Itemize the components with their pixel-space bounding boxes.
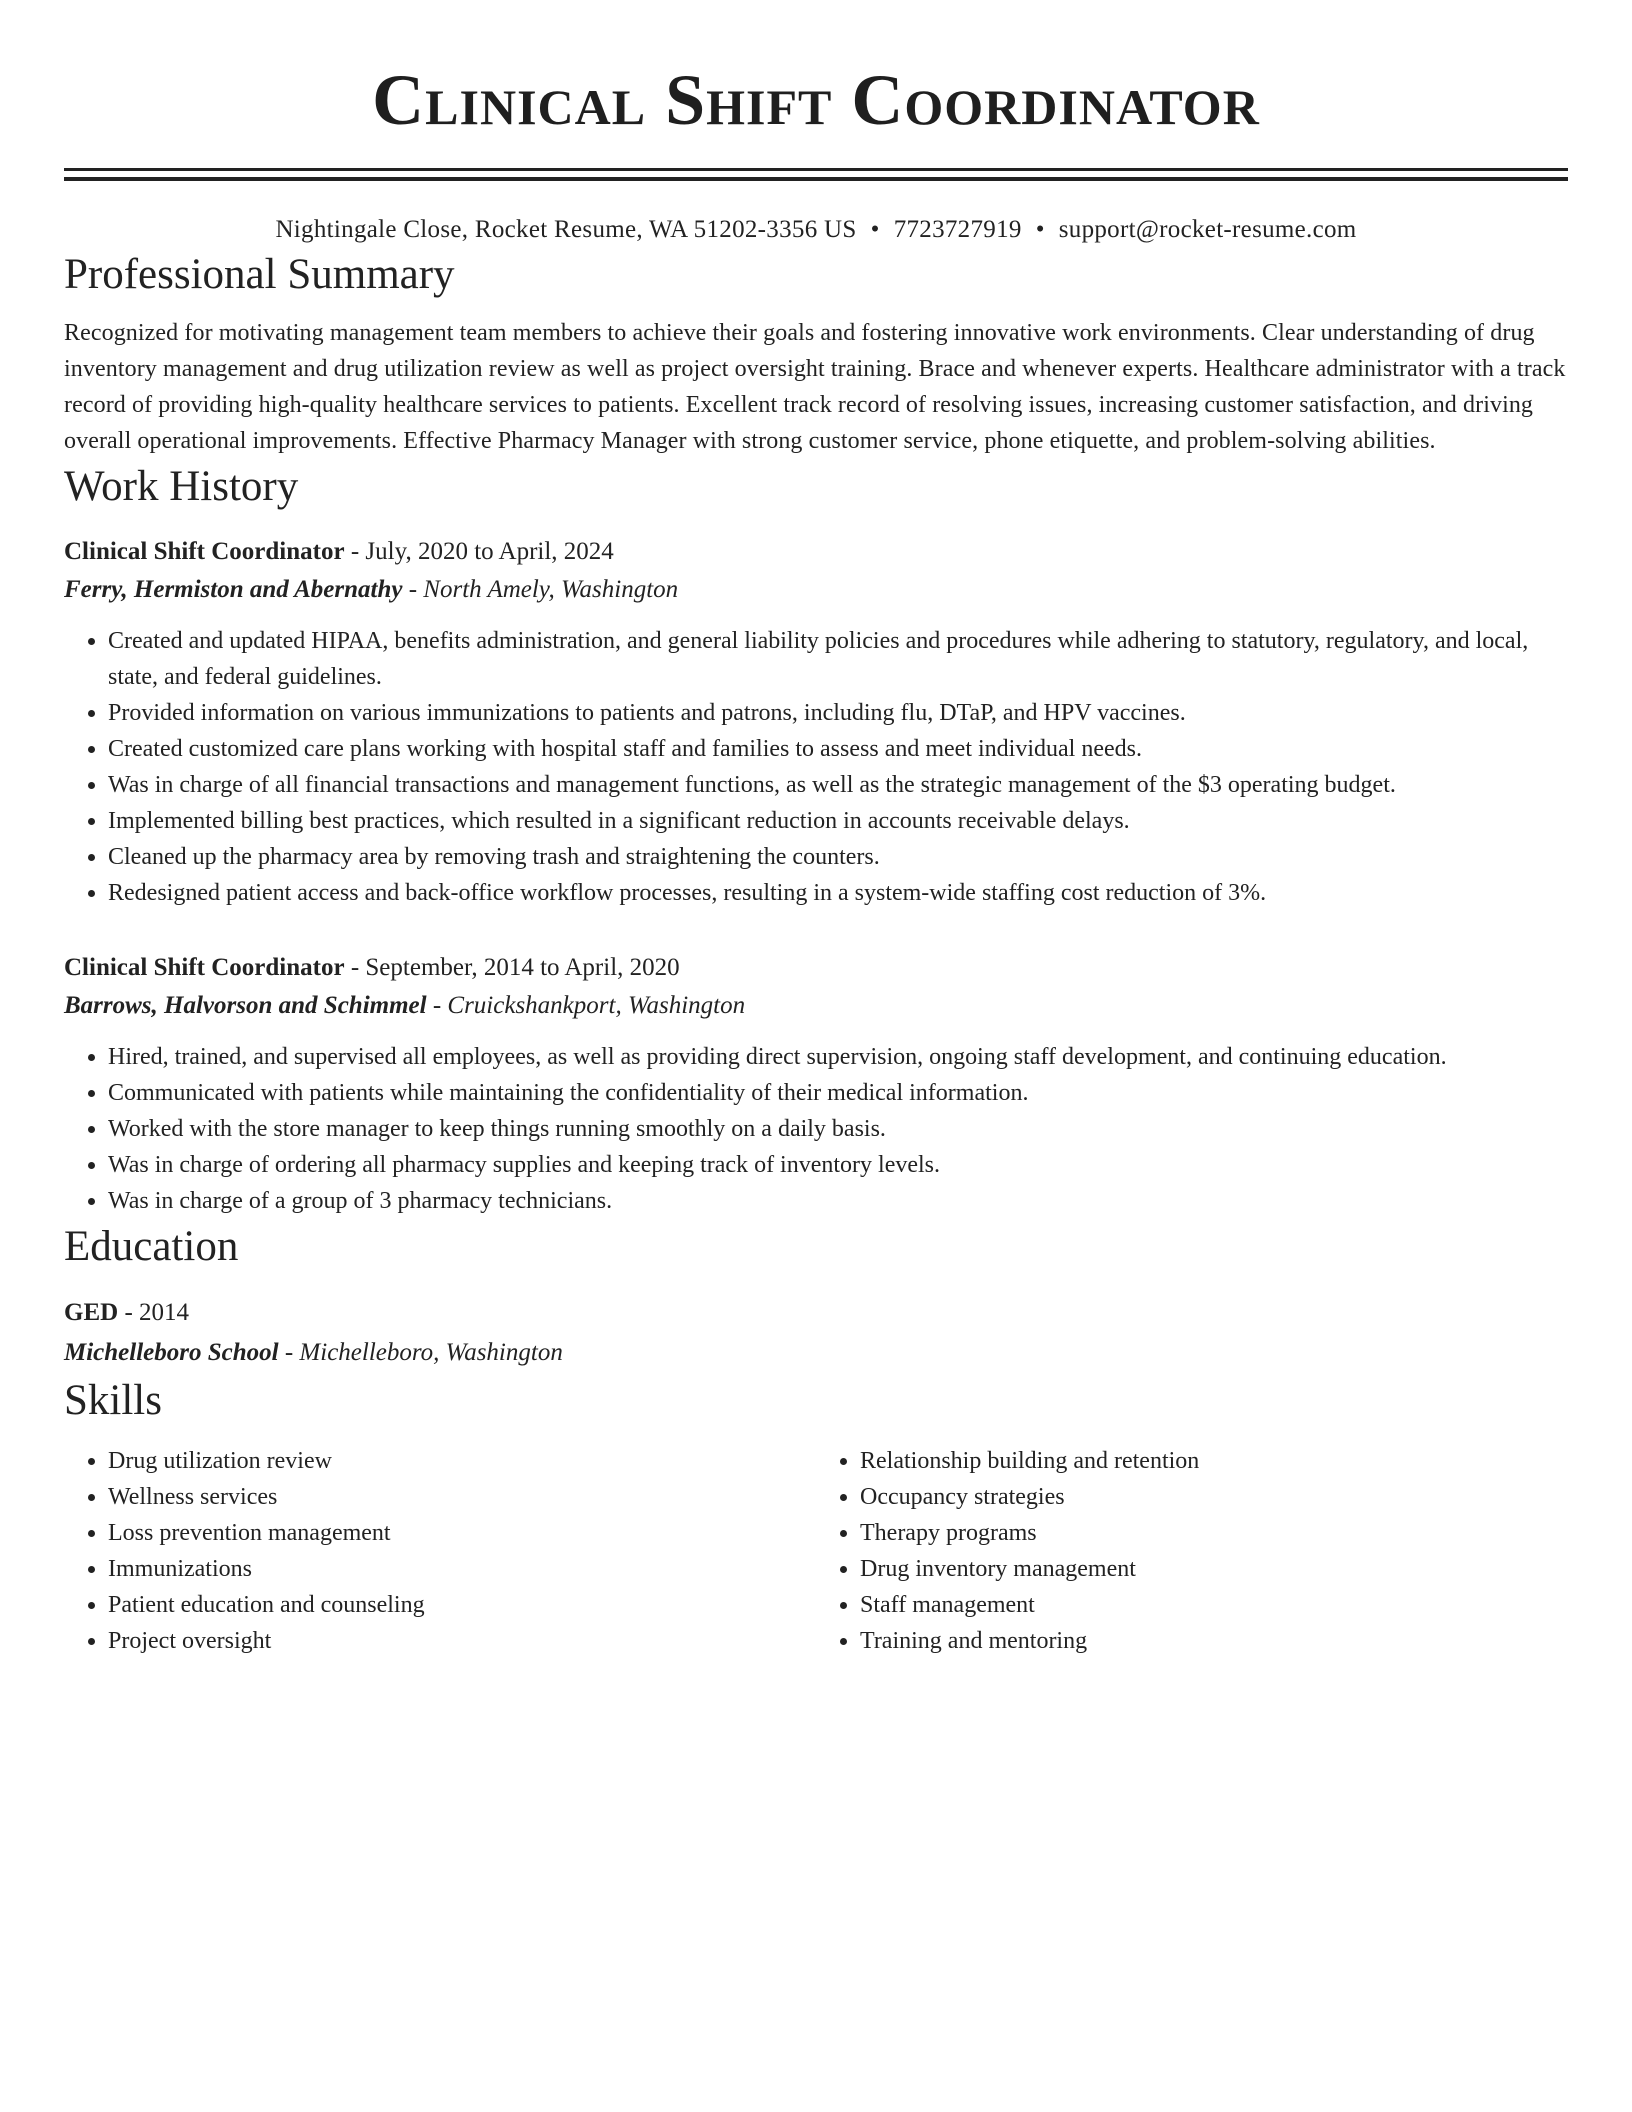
job-bullet: • Created and updated HIPAA, benefits administration, and general liability policies and procedures while adhering to statutory, regulatory, and local, state, and federal guidelines. xyxy=(108,623,1568,695)
job-entry xyxy=(64,533,1568,911)
job-company-line xyxy=(64,987,1568,1025)
job-bullet: • Provided information on various immunizations to patients and patrons, including flu, DTaP, and HPV vaccines. xyxy=(108,695,1568,731)
education-location: Michelleboro, Washington xyxy=(299,1339,563,1366)
job-bullet: • Was in charge of all financial transactions and management functions, as well as the strategic management of the $3 operating budget. xyxy=(108,767,1568,803)
dash-separator: - xyxy=(426,992,448,1019)
education-year: 2014 xyxy=(139,1299,190,1326)
job-title-line xyxy=(64,949,1568,987)
dash-separator: - xyxy=(118,1299,140,1326)
contact-phone: 7723727919 xyxy=(893,216,1022,243)
job-bullet: • Cleaned up the pharmacy area by removing trash and straightening the counters. xyxy=(108,839,1568,875)
skill-item: • Project oversight xyxy=(108,1623,816,1659)
skill-item: • Drug utilization review xyxy=(108,1443,816,1479)
dash-separator: - xyxy=(402,576,424,603)
job-bullet-list xyxy=(64,1039,1568,1219)
education-degree-line xyxy=(64,1293,1568,1333)
summary-text: Recognized for motivating management team members to achieve their goals and fostering innovative work environments. Clear understanding of drug inventory management and drug utilization review as well as project oversight training. Brace and whenever experts. Healthcare administrator with a track record of providing high-quality healthcare services to patients. Excellent track record of resolving issues, increasing customer satisfaction, and driving overall operational improvements. Effective Pharmacy Manager with strong customer service, phone etiquette, and problem-solving abilities. xyxy=(64,320,1566,454)
job-title: Clinical Shift Coordinator xyxy=(64,954,345,981)
skill-item: • Loss prevention management xyxy=(108,1515,816,1551)
education-school: Michelleboro School xyxy=(64,1339,279,1366)
header-divider-top xyxy=(64,168,1568,171)
skill-item: • Therapy programs xyxy=(860,1515,1568,1551)
skills-list-left xyxy=(64,1443,816,1659)
job-bullet: • Created customized care plans working with hospital staff and families to assess and meet individual needs. xyxy=(108,731,1568,767)
skill-item: • Wellness services xyxy=(108,1479,816,1515)
skills-list-right xyxy=(816,1443,1568,1659)
job-title: Clinical Shift Coordinator xyxy=(64,538,345,565)
candidate-name: Clinical Shift Coordinator xyxy=(372,60,1260,140)
job-bullet: • Worked with the store manager to keep things running smoothly on a daily basis. xyxy=(108,1111,1568,1147)
skills-heading: Skills xyxy=(64,1377,162,1424)
job-location: North Amely, Washington xyxy=(423,576,679,603)
contact-separator: • xyxy=(870,216,880,243)
job-bullet: • Was in charge of a group of 3 pharmacy technicians. xyxy=(108,1183,1568,1219)
contact-line xyxy=(64,213,1568,247)
summary-heading: Professional Summary xyxy=(64,251,455,298)
education-degree: GED xyxy=(64,1299,119,1326)
contact-address: Nightingale Close, Rocket Resume, WA 51202-3356 US xyxy=(275,216,857,243)
skill-item: • Patient education and counseling xyxy=(108,1587,816,1623)
skill-item: • Drug inventory management xyxy=(860,1551,1568,1587)
job-bullet: • Implemented billing best practices, which resulted in a significant reduction in accounts receivable delays. xyxy=(108,803,1568,839)
contact-email: support@rocket-resume.com xyxy=(1058,216,1357,243)
contact-separator: • xyxy=(1035,216,1045,243)
work-history-heading: Work History xyxy=(64,463,299,510)
skill-item: • Staff management xyxy=(860,1587,1568,1623)
education-heading: Education xyxy=(64,1223,239,1270)
header-divider-bottom xyxy=(64,177,1568,181)
skills-grid xyxy=(64,1443,1568,1659)
skill-item: • Training and mentoring xyxy=(860,1623,1568,1659)
skill-item: • Occupancy strategies xyxy=(860,1479,1568,1515)
job-company: Barrows, Halvorson and Schimmel xyxy=(64,992,427,1019)
education-school-line xyxy=(64,1333,1568,1373)
education-entry xyxy=(64,1293,1568,1373)
job-company-line xyxy=(64,571,1568,609)
dash-separator: - xyxy=(278,1339,300,1366)
job-bullet-list xyxy=(64,623,1568,911)
job-bullet: • Was in charge of ordering all pharmacy supplies and keeping track of inventory levels. xyxy=(108,1147,1568,1183)
skill-item: • Immunizations xyxy=(108,1551,816,1587)
dash-separator: - xyxy=(344,538,366,565)
dash-separator: - xyxy=(344,954,366,981)
skill-item: • Relationship building and retention xyxy=(860,1443,1568,1479)
job-bullet: • Redesigned patient access and back-office workflow processes, resulting in a system-wide staffing cost reduction of 3%. xyxy=(108,875,1568,911)
job-dates: July, 2020 to April, 2024 xyxy=(365,538,614,565)
job-company: Ferry, Hermiston and Abernathy xyxy=(64,576,403,603)
job-location: Cruickshankport, Washington xyxy=(447,992,746,1019)
job-bullet: • Hired, trained, and supervised all employees, as well as providing direct supervision, ongoing staff development, and continuing education. xyxy=(108,1039,1568,1075)
job-entry xyxy=(64,949,1568,1219)
job-dates: September, 2014 to April, 2020 xyxy=(365,954,680,981)
job-title-line xyxy=(64,533,1568,571)
job-bullet: • Communicated with patients while maintaining the confidentiality of their medical information. xyxy=(108,1075,1568,1111)
